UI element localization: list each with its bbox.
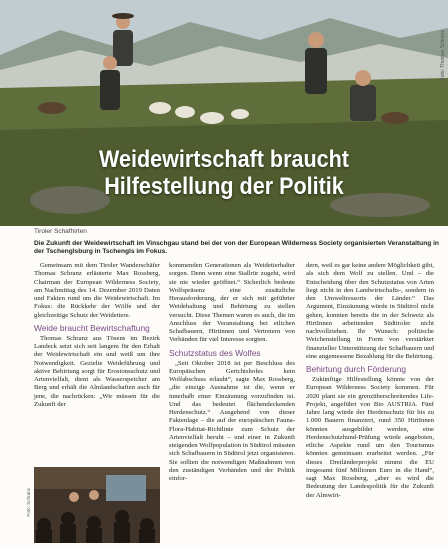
headline xyxy=(27,146,421,200)
subheading: Behirtung durch Förderung xyxy=(306,364,407,374)
lede: Die Zukunft der Weidewirtschaft im Vinschgau stand bei der von der European Wilderness Society organisierten Veranstaltung in der Tschenglsburg in Tschengls im Fokus. xyxy=(34,240,439,256)
hero-photo xyxy=(0,0,448,226)
column-1 xyxy=(34,262,160,409)
paragraph: „Seit Oktober 2018 ist per Beschluss des Europäischen Gerichtshofes kein Wolfabschuss erlaubt“, sagte Max Rossberg, „die einzige Ausnahme ist die, wenn er innerhalb einer Einzäunung vorzufinden ist. Und das bedeutet flächendeckenden Herdenschutz.“ Ausgehend von dieser Faktenlage – die auf der europäischen Fauna-Flora-Habitat-Richtlinie zum Schutz der Artenvielfalt beruht – und einer in Zukunft steigenden Wolfpopulation in Südtirol müssten sich Schafbauern in Südtirol jetzt organisieren. Sie sollten die notwendigen Maßnahmen von den zuständigen Verbänden und der Politik einfor- xyxy=(169,359,295,482)
photo-caption: Tiroler Schafhirten xyxy=(34,228,87,235)
projection-screen xyxy=(106,475,146,501)
paragraph: dern, weil es gar keine andere Möglichkeit gibt, als sich dem Wolf zu stellen. Und – die Entscheidung über den Schutzstatus von Arten liegt nicht in den Landwirtschafts-, sondern in den Umweltressorts der Länder.“ Das Argument, Einzäunung würde in Südtirol nicht gehen, konnten bereits die in der Schweiz als HirtInnen arbeitenden Südtiroler nicht nachvollziehen. Ihr Wunsch: politische Weichenstellung in Form von verstärkter finanzieller Unterstützung der Schafbauern und eine angemessene Bezahlung für die Behirtung. xyxy=(306,262,434,360)
subheading: Weide braucht Bewirtschaftung xyxy=(34,322,150,333)
paragraph: kommenden Generationen als Weidetierhalter sorgen. Denn wenn eine Stallrür zugeht, wird sie nie wieder geöffnet.“ Sicherlich bedeute Wolfspräsenz eine zusätzliche Herausforderung, der er sich mit geführter Weidehaltung und Behirtung zu stellen versucht. Diese Themen waren es auch, die im Anschluss der Veranstaltung bei etlichen Schafbauern, Hirtinnen und Vertretern von Verbänden für viel Interesse sorgten. xyxy=(169,262,295,344)
inset-photo-credit: Foto: Schranz xyxy=(26,488,31,517)
paragraph: Gemeinsam mit dem Tiroler Wanderschäfer Thomas Schranz erläuterte Max Rossberg, Chairman der European Wilderness Society, am Nachmittag des 14. Dezember 2019 Daten und Fakten rund um die Weidewirtschaft. Im Fokus: die Rückkehr der Wölfe und der gleichzeitige Schutz der Weidetiere. xyxy=(34,262,160,319)
paragraph: Thomas Schranz aus Tösens im Bezirk Landeck setzt sich seit langem für den Erhalt der Weidewirtschaft ein und weiß um ihre Notwendigkeit. Gezielte Weideführung und aktive Behirtung sorgt für Erosionsschutz und Artenvielfalt, dient als Wasserspeicher am Berg und erhält die Almlandschaften auch für jene, die nachrücken: „Wir müssen für die Zukunft der xyxy=(34,334,160,408)
photo-credit: Foto: Thomas Schranz xyxy=(440,30,446,81)
event-illustration xyxy=(34,467,160,543)
column-2 xyxy=(169,262,295,483)
headline-line-2: Hilfestellung der Politik xyxy=(104,173,344,200)
subheading: Schutzstatus des Wolfes xyxy=(169,347,261,358)
column-3 xyxy=(306,262,434,500)
headline-line-1: Weidewirtschaft braucht xyxy=(98,146,349,173)
paragraph: Zukünftige Hilfestellung könnte von der European Wilderness Society kommen. Für 2020 plant sie ein grenzüberschreitendes Life-Projekt, angeführt von Bio AUSTRIA. Fünf Jahre lang würde der Herdenschutz für bis zu 1.000 Bauern finanziert, rund 350 HirtInnen könnten ausgebildet werden, eine Herdenschutzhund-Prüfung würde angeboten, etliche Aspekte rund um den Tourismus könnten gemeinsam erarbeitet werden. „Für dieses Dreiländerprojekt nimmt die EU insgesamt fünf Millionen Euro in die Hand“, sagt Max Rossberg, „aber es wird die Bedeutung der Landespolitik für die Zukunft der Almwirt- xyxy=(306,376,434,499)
event-photo xyxy=(34,467,160,543)
